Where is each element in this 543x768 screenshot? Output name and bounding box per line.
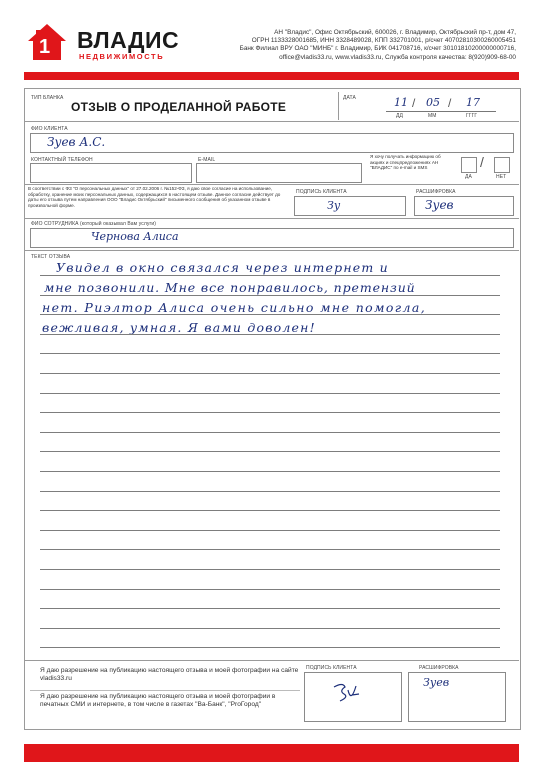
review-ruled-line [40,412,500,413]
review-area[interactable] [30,258,512,658]
email-field[interactable] [196,163,362,183]
employee-label: ФИО СОТРУДНИКА (который оказывал Вам услуги) [31,221,157,227]
review-ruled-line [40,628,500,629]
review-ruled-line [40,589,500,590]
review-ruled-line [40,608,500,609]
client-name-label: ФИО КЛИЕНТА [31,126,68,132]
promo-separator: / [480,154,484,170]
review-ruled-line [40,314,500,315]
review-ruled-line [40,471,500,472]
date-field[interactable] [386,96,496,118]
date-underline [386,111,496,112]
review-line: мне позвонили. Мне все понравилось, претензий [44,280,416,295]
divider [24,121,519,122]
review-ruled-line [40,295,500,296]
phone-field[interactable] [30,163,192,183]
decode-value: Зуев [425,198,454,212]
divider [24,250,519,251]
date-sub-year: ГГГГ [466,113,478,119]
phone-label: КОНТАКТНЫЙ ТЕЛЕФОН [31,157,93,163]
company-details [240,29,516,62]
review-line: Увидел в окно связался через интернет и [56,260,389,275]
review-line: вежливая, умная. Я вами доволен! [42,320,316,335]
brand-subtitle: НЕДВИЖИМОСТЬ [79,52,165,61]
review-ruled-line [40,569,500,570]
review-ruled-line [40,451,500,452]
review-label: ТЕКСТ ОТЗЫВА [31,254,71,260]
bottom-decode-value: Зуев [423,676,450,689]
divider [30,690,300,691]
promo-yes-checkbox[interactable] [461,157,477,173]
employee-name: Чернова Алиса [91,230,179,243]
client-name-value: Зуев А.С. [47,135,106,149]
review-ruled-line [40,549,500,550]
date-slash: / [412,96,416,110]
date-slash: / [448,96,452,110]
client-signature: Зу [327,199,341,212]
form-type-label: ТИП БЛАНКА [31,95,64,101]
promo-text: Я хочу получать информацию об акциях и спецпредложениях АН "ВЛАДИС" по e-mail и SMS [370,154,441,171]
brand-logo [26,22,68,62]
divider [24,218,519,219]
date-month: 05 [426,96,440,109]
footer-red-bar [24,744,519,762]
promo-yes-label: ДА [465,174,472,180]
client-name-field[interactable] [30,133,514,153]
publish-media-text: Я даю разрешение на публикацию настоящего отзыва и моей фотографии в печатных СМИ и интернете, в том числе в газетах "Ва-Банк", "РroГород" [40,693,276,709]
date-year: 17 [466,96,480,109]
review-ruled-line [40,510,500,511]
divider [24,184,519,185]
client-signature-label: ПОДПИСЬ КЛИЕНТА [296,189,347,195]
review-ruled-line [40,647,500,648]
decode-field[interactable] [414,196,514,216]
review-ruled-line [40,530,500,531]
review-ruled-line [40,432,500,433]
company-line: office@vladis33.ru, www.vladis33.ru, Служба контроля качества: 8(920)909-68-00 [279,53,516,61]
review-ruled-line [40,373,500,374]
client-signature-field[interactable] [294,196,406,216]
date-day: 11 [394,96,408,109]
consent-text: В соответствии с ФЗ "О персональных данных" от 27.02.2006 г. №152-ФЗ, я даю свое согласие на использование, обработку, хранение моих персональных данных, содержащихся в настоящем отзыве. Данное согласие действует до даты его отзыва путем направления ООО "Владис Октябрьский" письменного сообщения об указанном отзыве в произвольной форме. [28,186,281,208]
email-label: E-MAIL [198,157,216,163]
date-label: ДАТА [343,95,356,101]
review-ruled-line [40,393,500,394]
bottom-signature-field[interactable] [304,672,402,722]
date-sub-day: ДД [396,113,403,119]
bottom-decode-label: РАСШИФРОВКА [419,665,459,671]
signature-scribble-icon [331,681,361,705]
bottom-signature-label: ПОДПИСЬ КЛИЕНТА [306,665,357,671]
form-title: ОТЗЫВ О ПРОДЕЛАННОЙ РАБОТЕ [71,100,287,114]
date-sub-month: ММ [428,113,437,119]
review-ruled-line [40,491,500,492]
review-ruled-line [40,334,500,335]
review-ruled-line [40,353,500,354]
header-red-bar [24,72,519,80]
brand-name: ВЛАДИС [77,27,180,53]
promo-no-label: НЕТ [496,174,507,180]
employee-field[interactable] [30,228,514,248]
promo-no-checkbox[interactable] [494,157,510,173]
decode-label: РАСШИФРОВКА [416,189,456,195]
divider [338,92,339,120]
publish-site-text: Я даю разрешение на публикацию настоящего отзыва и моей фотографии на сайте vladis33.ru [40,667,299,683]
review-ruled-line [40,275,500,276]
company-line: Банк Филиал ВРУ ОАО "МИНБ" г. Владимир, БИК 041708716, к/счет 30101810200000000716, [239,45,516,53]
company-line: ОГРН 1133328001685, ИНН 3328489028, КПП 332701001, р/счет 40702810300260005451 [251,37,516,45]
logo-number: 1 [39,36,51,58]
review-line: нет. Риэлтор Алиса очень сильно мне помогла, [42,300,427,315]
company-line: АН "Владис", Офис Октябрьский, 600026, г. Владимир, Октябрьский пр-т, дом 47, [274,29,516,36]
divider [24,660,519,661]
bottom-decode-field[interactable] [408,672,506,722]
